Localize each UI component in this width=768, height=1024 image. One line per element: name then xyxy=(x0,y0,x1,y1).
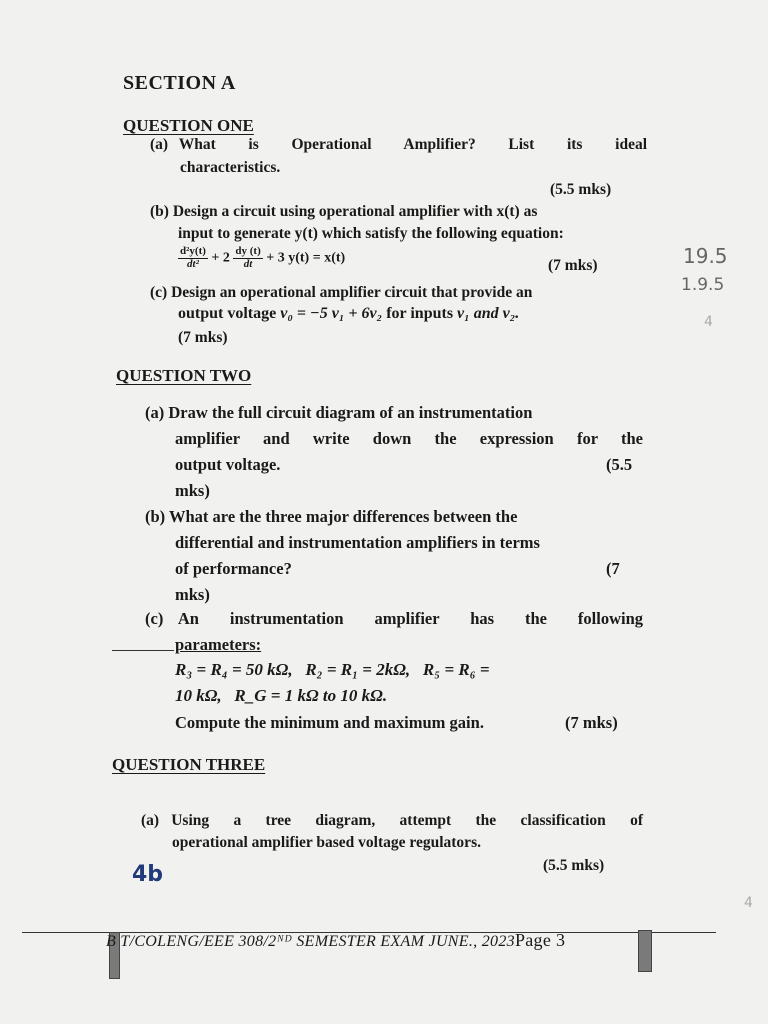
q2c-line1: (c) An instrumentation amplifier has the following xyxy=(145,609,643,628)
eq-fraction-2 xyxy=(233,246,262,270)
margin-rule xyxy=(112,650,174,651)
q1c-line1: (c) Design an operational amplifier circuit that provide an xyxy=(150,284,533,301)
q2c-line3: Compute the minimum and maximum gain. xyxy=(175,713,484,732)
q1c-marks: (7 mks) xyxy=(178,329,228,346)
eq-fraction-1 xyxy=(178,246,208,270)
q2a-line2: amplifier and write down the expression for the xyxy=(175,429,643,448)
q1a-line1: (a) What is Operational Amplifier? List its ideal xyxy=(150,136,647,153)
q1b-equation xyxy=(178,246,345,270)
handwritten-note: 4b xyxy=(132,862,164,887)
q3a-line1: (a) Using a tree diagram, attempt the classification of xyxy=(141,812,643,829)
handwritten-mark: 4 xyxy=(704,314,713,330)
eq-den-1: dt² xyxy=(187,257,199,270)
eq-end: + 3 y(t) = x(t) xyxy=(266,250,346,266)
question-one-heading: QUESTION ONE xyxy=(123,116,254,135)
binding-mark-right xyxy=(638,930,652,972)
handwritten-score-1: 19.5 xyxy=(683,244,728,268)
eq-mid: + 2 xyxy=(211,250,230,266)
q1c-text: output voltage xyxy=(178,305,277,322)
q2a-marks-part2: mks) xyxy=(175,481,210,500)
q2b-marks-part1: (7 xyxy=(606,559,620,578)
page-number: Page 3 xyxy=(514,930,566,950)
q2a-line1: (a) Draw the full circuit diagram of an instrumentation xyxy=(145,403,533,422)
eq-num-1: d²y(t) xyxy=(180,245,206,257)
footer-course: B T/COLENG/EEE 308/2ᴺᴰ SEMESTER EXAM JUNE., 2023 xyxy=(106,933,515,950)
question-three-heading: QUESTION THREE xyxy=(112,755,266,774)
q1c-equation: v₀ = −5 v₁ + 6v₂ xyxy=(280,305,383,322)
q3a-marks: (5.5 mks) xyxy=(543,857,605,874)
q1a-marks: (5.5 mks) xyxy=(550,181,612,198)
q2a-line3: output voltage. xyxy=(175,455,281,474)
q2c-marks: (7 mks) xyxy=(565,713,618,732)
handwritten-edge-mark: 4 xyxy=(744,895,753,911)
q2b-line1: (b) What are the three major differences between the xyxy=(145,507,518,526)
section-title: SECTION A xyxy=(123,72,236,94)
q1c-line2 xyxy=(178,305,519,323)
q2b-line2: differential and instrumentation amplifiers in terms xyxy=(175,533,540,552)
q2b-marks-part2: mks) xyxy=(175,585,210,604)
q2b-line3: of performance? xyxy=(175,559,292,578)
footer xyxy=(106,930,565,951)
eq-num-2: dy (t) xyxy=(235,245,261,257)
q2c-line2: parameters: xyxy=(175,635,262,654)
q2c-equation-1: R₃ = R₄ = 50 kΩ, R₂ = R₁ = 2kΩ, R₅ = R₆ = xyxy=(175,660,490,679)
eq-den-2: dt xyxy=(243,257,253,270)
q1b-marks: (7 mks) xyxy=(548,257,598,274)
q2c-equation-2: 10 kΩ, R_G = 1 kΩ to 10 kΩ. xyxy=(175,686,388,705)
q1a-line2: characteristics. xyxy=(180,159,281,176)
q3a-line2: operational amplifier based voltage regulators. xyxy=(172,834,481,851)
q1c-equation2: v₁ and v₂. xyxy=(457,305,520,322)
q1b-line1: (b) Design a circuit using operational amplifier with x(t) as xyxy=(150,203,538,220)
q2a-marks-part1: (5.5 xyxy=(606,455,633,474)
handwritten-score-2: 1.9.5 xyxy=(681,275,725,295)
q1c-text2: for inputs xyxy=(386,305,454,322)
question-two-heading: QUESTION TWO xyxy=(116,366,252,385)
q1b-line2: input to generate y(t) which satisfy the following equation: xyxy=(178,225,564,242)
